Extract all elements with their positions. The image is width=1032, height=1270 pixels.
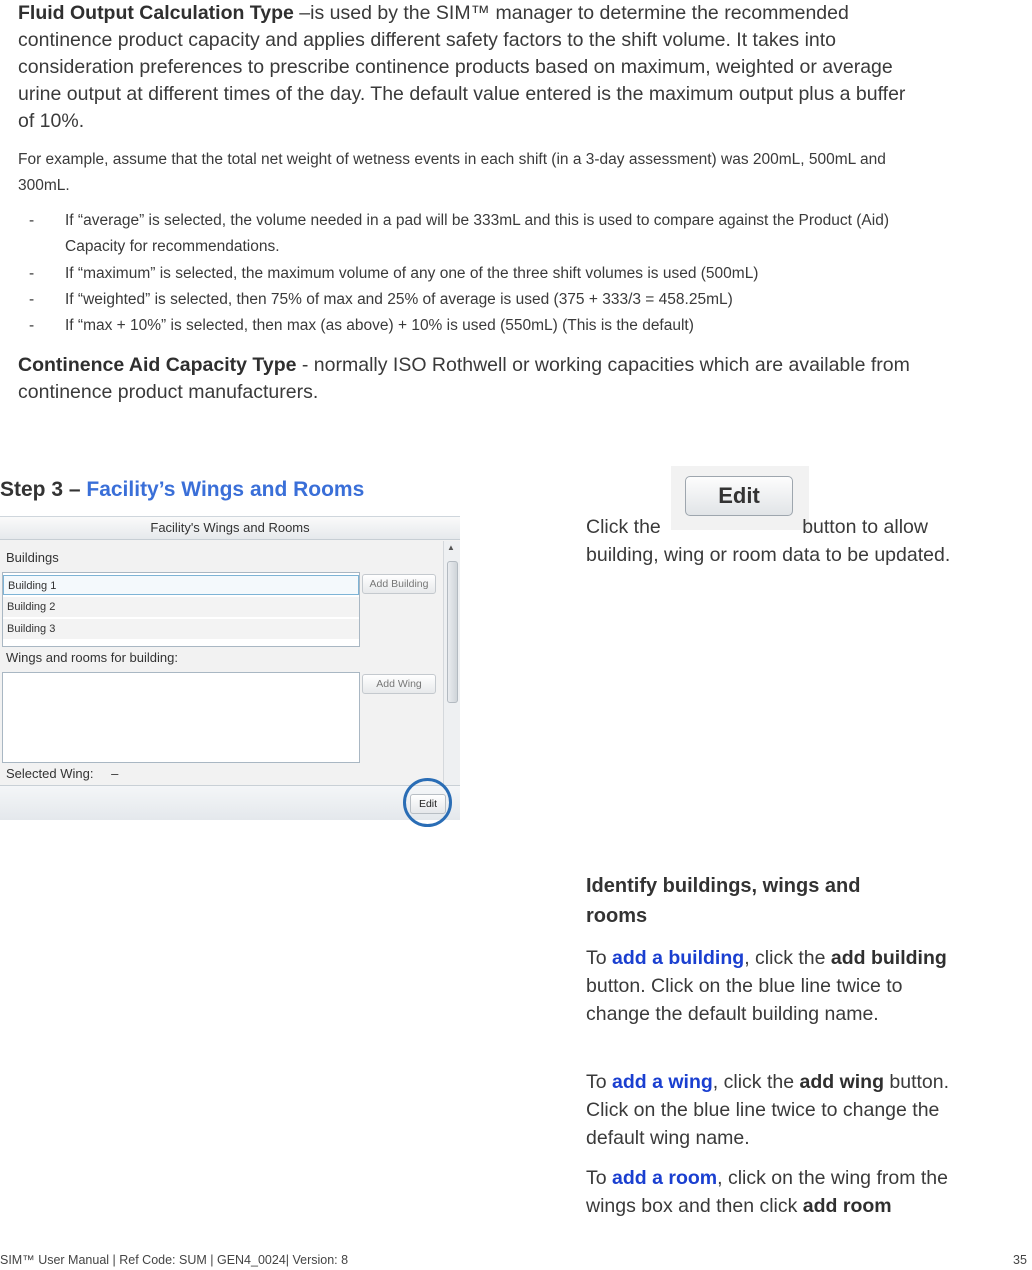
screenshot-button-bar (0, 785, 460, 820)
bullet-item (29, 313, 949, 339)
bullet-text: If “max + 10%” is selected, then max (as above) + 10% is used (550mL) (This is the default) (65, 317, 694, 334)
click-the-text: Click the (586, 516, 667, 538)
text-to: To (586, 947, 613, 969)
bullet-item (29, 261, 949, 287)
list-item[interactable]: Building 2 (3, 597, 359, 617)
list-item[interactable]: Building 1 (3, 575, 359, 595)
wings-list[interactable] (2, 672, 360, 763)
buildings-label: Buildings (6, 550, 59, 565)
bullet-item (29, 208, 949, 260)
wings-label: Wings and rooms for building: (6, 650, 178, 665)
selected-wing-text: Selected Wing: (6, 766, 94, 781)
add-room-bold: add room (802, 1195, 892, 1217)
edit-help-rest: button to allow building, wing or room data to be updated. (586, 516, 951, 566)
add-building-button[interactable]: Add Building (362, 574, 436, 594)
add-room-paragraph (586, 1164, 956, 1220)
text-to: To (586, 1167, 613, 1189)
highlight-circle (403, 778, 452, 827)
add-building-bold: add building (830, 947, 947, 969)
footer-text: SIM™ User Manual | Ref Code: SUM | GEN4_0024| Version: 8 (0, 1253, 349, 1267)
screenshot-title: Facility's Wings and Rooms (0, 517, 460, 540)
add-room-link[interactable]: add a room (612, 1167, 718, 1189)
step-heading (0, 478, 364, 502)
add-wing-link[interactable]: add a wing (612, 1071, 713, 1093)
capacity-text: - normally ISO Rothwell or working capacities which are available from continence product manufacturers. (18, 354, 910, 403)
buildings-list[interactable] (2, 572, 360, 647)
example-paragraph: For example, assume that the total net weight of wetness events in each shift (in a 3-day assessment) was 200mL, 500mL and 300mL. (18, 151, 886, 194)
bullet-dash: - (29, 212, 35, 229)
text-mid: , click on the wing from the wings box and then click (586, 1167, 948, 1217)
fluid-output-paragraph (18, 0, 918, 135)
edit-button-small[interactable]: Edit (410, 794, 446, 814)
bullet-dash: - (29, 317, 35, 334)
add-building-link[interactable]: add a building (612, 947, 745, 969)
text-rest: button. Click on the blue line twice to change the default building name. (586, 975, 903, 1025)
step-title: Facility’s Wings and Rooms (86, 478, 365, 501)
fluid-output-term: Fluid Output Calculation Type (18, 2, 294, 24)
bullet-dash: - (29, 265, 35, 282)
selected-wing-value: – (111, 766, 119, 781)
identify-heading: Identify buildings, wings and rooms (586, 875, 861, 927)
scroll-up-icon[interactable]: ▲ (447, 543, 455, 552)
add-wing-paragraph (586, 1068, 956, 1152)
text-mid: , click the (744, 947, 831, 969)
capacity-paragraph (18, 352, 918, 406)
add-wing-button[interactable]: Add Wing (362, 674, 436, 694)
list-item[interactable]: Building 3 (3, 619, 359, 639)
text-to: To (586, 1071, 613, 1093)
edit-button-large[interactable]: Edit (685, 476, 793, 516)
step-prefix: Step 3 – (0, 478, 87, 501)
bullet-text: If “weighted” is selected, then 75% of max and 25% of average is used (375 + 333/3 = 458.25mL) (65, 291, 733, 308)
text-mid: , click the (712, 1071, 800, 1093)
fluid-output-text: –is used by the SIM™ manager to determine the recommended continence product capacity and applies different safety factors to the shift volume. It takes into consideration preferences to prescribe continence products based on maximum, weighted or average urine output at different times of the day. The default value entered is the maximum output plus a buffer of 10%. (18, 2, 906, 132)
edit-help-text (586, 513, 958, 569)
add-building-paragraph (586, 944, 956, 1028)
scroll-thumb[interactable] (447, 561, 458, 703)
text-rest: button. Click on the blue line twice to change the default wing name. (586, 1071, 950, 1149)
capacity-term: Continence Aid Capacity Type (18, 354, 297, 376)
bullet-dash: - (29, 291, 35, 308)
bullet-item (29, 287, 949, 313)
bullet-text: If “average” is selected, the volume needed in a pad will be 333mL and this is used to compare against the Product (Aid) Capacity for recommendations. (65, 212, 889, 255)
screenshot-scrollbar[interactable] (443, 541, 460, 803)
add-wing-bold: add wing (799, 1071, 884, 1093)
bullet-text: If “maximum” is selected, the maximum volume of any one of the three shift volumes is used (500mL) (65, 265, 759, 282)
page-number: 35 (1013, 1253, 1027, 1267)
selected-wing-label (6, 766, 118, 781)
facility-wings-screenshot (0, 516, 460, 819)
